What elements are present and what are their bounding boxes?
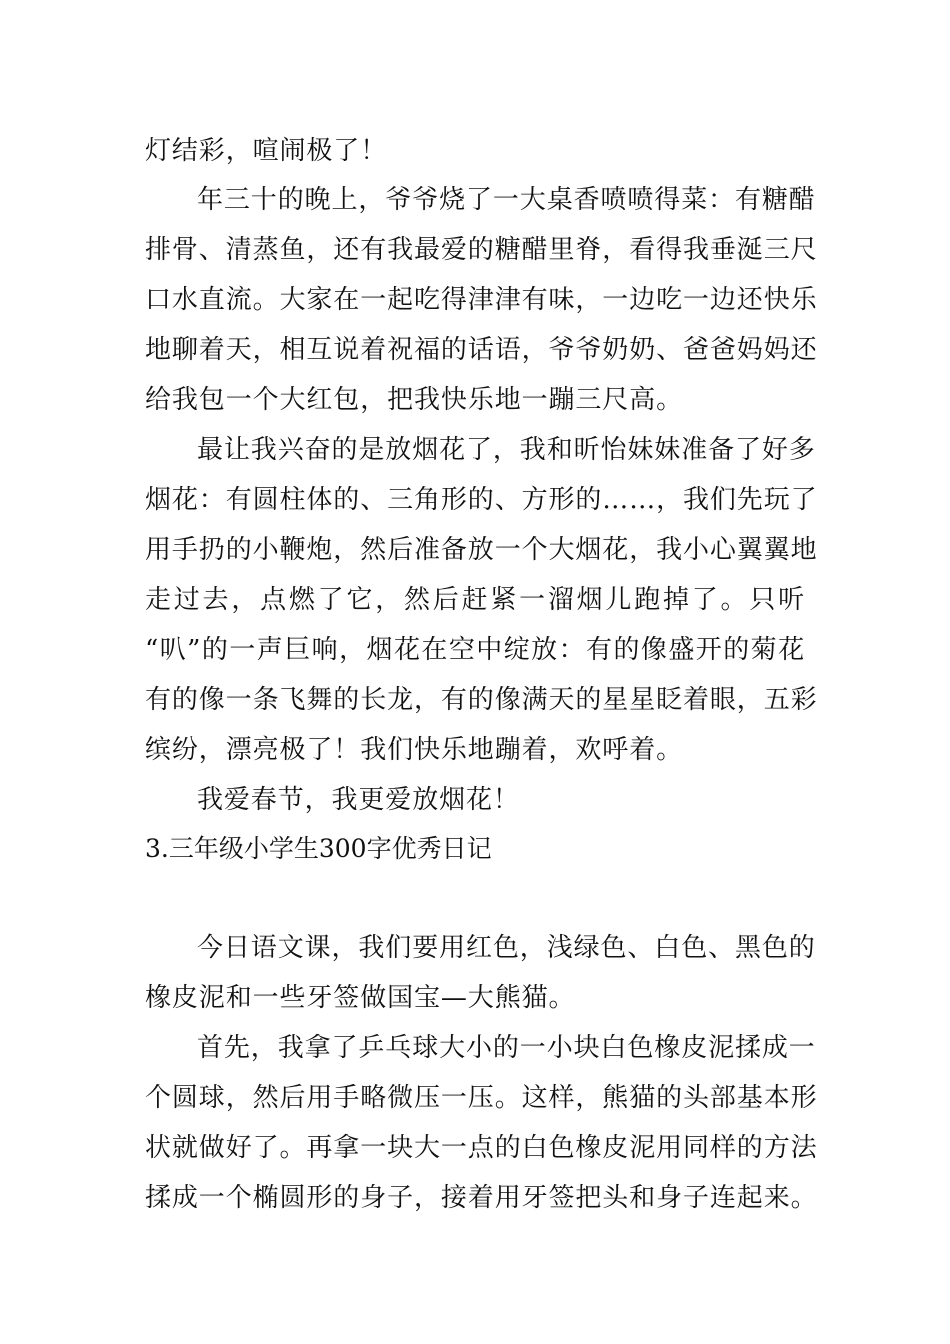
- text-line: 用手扔的小鞭炮，然后准备放一个大烟花，我小心翼翼地: [145, 535, 818, 565]
- text-line: 有的像一条飞舞的长龙，有的像满天的星星眨着眼，五彩: [145, 685, 818, 715]
- text-line: 状就做好了。再拿一块大一点的白色橡皮泥用同样的方法: [145, 1133, 818, 1163]
- text-line: “叭”的一声巨响，烟花在空中绽放：有的像盛开的菊花: [145, 635, 805, 665]
- text-line: 给我包一个大红包，把我快乐地一蹦三尺高。: [145, 385, 684, 415]
- section-heading: 3.三年级小学生300字优秀日记: [145, 834, 492, 863]
- text-line: 个圆球，然后用手略微压一压。这样，熊猫的头部基本形: [145, 1083, 818, 1113]
- text-line: 排骨、清蒸鱼，还有我最爱的糖醋里脊，看得我垂涎三尺: [145, 235, 818, 265]
- text-line: 橡皮泥和一些牙签做国宝—大熊猫。: [145, 983, 576, 1013]
- text-line: 口水直流。大家在一起吃得津津有味，一边吃一边还快乐: [145, 285, 818, 315]
- text-line: 缤纷，漂亮极了！我们快乐地蹦着，欢呼着。: [145, 735, 684, 765]
- text-line: 年三十的晚上，爷爷烧了一大桌香喷喷得菜：有糖醋: [197, 185, 816, 215]
- text-line: 最让我兴奋的是放烟花了，我和昕怡妹妹准备了好多: [197, 435, 816, 465]
- text-line: 地聊着天，相互说着祝福的话语，爷爷奶奶、爸爸妈妈还: [145, 335, 818, 365]
- text-line: 走过去，点燃了它，然后赶紧一溜烟儿跑掉了。只听: [145, 585, 805, 615]
- text-line: 揉成一个椭圆形的身子，接着用牙签把头和身子连起来。: [145, 1183, 818, 1213]
- text-line: 首先，我拿了乒乓球大小的一小块白色橡皮泥揉成一: [197, 1033, 816, 1063]
- text-line: 我爱春节，我更爱放烟花！: [197, 785, 520, 815]
- text-line: 烟花：有圆柱体的、三角形的、方形的……，我们先玩了: [145, 485, 818, 515]
- text-line: 今日语文课，我们要用红色，浅绿色、白色、黑色的: [197, 933, 816, 963]
- text-line: 灯结彩，喧闹极了！: [145, 136, 388, 166]
